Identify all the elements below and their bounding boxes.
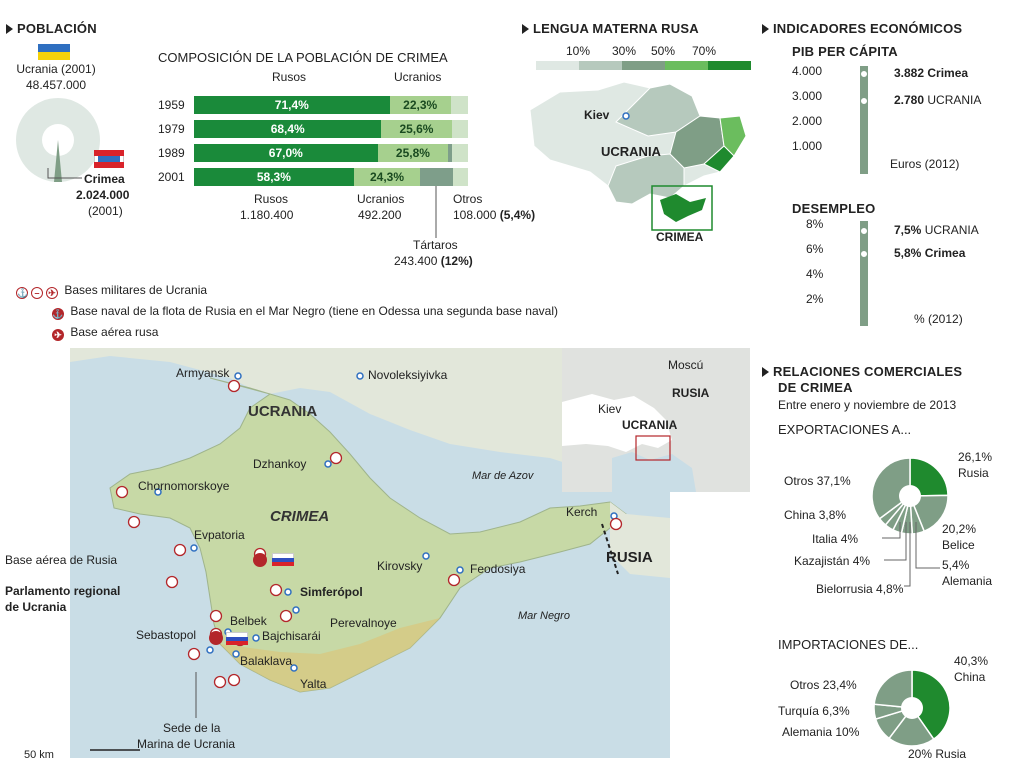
inset-moscu: Moscú — [668, 358, 704, 372]
top-ucranios-label: Ucranios — [394, 70, 442, 84]
lengua-kiev: Kiev — [584, 108, 610, 122]
pib-title: PIB PER CÁPITA — [792, 44, 898, 59]
bar-segment-rusos: 68,4% — [194, 120, 381, 138]
town-marker — [235, 373, 241, 379]
inset-rusia: RUSIA — [672, 386, 710, 400]
map-evpatoria: Evpatoria — [194, 528, 245, 542]
bar-segment-otros — [452, 144, 468, 162]
bar-segment-tartaros — [420, 168, 453, 186]
map-rusia: RUSIA — [606, 549, 653, 566]
bar-year-label: 1959 — [158, 98, 185, 112]
lengua-color-scale — [536, 61, 751, 70]
desempleo-title: DESEMPLEO — [792, 201, 876, 216]
map-kirovsky: Kirovsky — [377, 559, 423, 573]
crimea-population-value: 2.024.000 — [76, 188, 130, 202]
des-ucrania-dot — [860, 227, 868, 235]
bar-row-2001 — [194, 168, 468, 186]
pie-hole — [901, 697, 923, 719]
crimea-flag-icon — [94, 150, 124, 168]
bar-row-1989 — [194, 144, 468, 162]
pib-bar — [860, 66, 868, 174]
town-marker — [285, 589, 291, 595]
ukraine-base-icon — [117, 487, 128, 498]
tartaros-leader-line — [432, 186, 440, 240]
russian-base-icon — [253, 553, 267, 567]
map-chornomorskoye: Chornomorskoye — [138, 479, 230, 493]
relaciones-subtitle: Entre enero y noviembre de 2013 — [778, 398, 957, 412]
des-crimea-dot — [860, 250, 868, 258]
imp-label-china-name: China — [954, 670, 986, 684]
inset-kiev: Kiev — [598, 402, 622, 416]
map-mar-negro: Mar Negro — [518, 610, 570, 622]
russia-flag-icon — [272, 553, 294, 565]
crimea-population-year: (2001) — [88, 204, 123, 218]
ukraine-base-icon — [167, 577, 178, 588]
bar-year-label: 1989 — [158, 146, 185, 160]
exp-label-belice-name: Belice — [942, 538, 975, 552]
lengua-crimea: CRIMEA — [656, 230, 704, 244]
town-marker — [191, 545, 197, 551]
exp-label-alemania-value: 5,4% — [942, 558, 970, 572]
ukraine-base-icon — [229, 675, 240, 686]
exp-leader-lines — [880, 516, 950, 596]
composicion-title: COMPOSICIÓN DE LA POBLACIÓN DE CRIMEA — [158, 50, 448, 65]
scale-70: 70% — [692, 44, 717, 58]
bar-segment-ucranios: 25,6% — [381, 120, 451, 138]
exp-label-alemania-name: Alemania — [942, 574, 993, 588]
bottom-rusos-label: Rusos — [254, 192, 289, 206]
bottom-rusos-value: 1.180.400 — [240, 208, 294, 222]
bar-year-label: 1979 — [158, 122, 185, 136]
relaciones-heading-2: DE CRIMEA — [778, 380, 853, 395]
bar-row-1959 — [194, 96, 468, 114]
bar-segment-rusos: 71,4% — [194, 96, 390, 114]
town-marker — [233, 651, 239, 657]
imp-label-china-value: 40,3% — [954, 654, 989, 668]
ukraine-base-icon — [611, 519, 622, 530]
exp-label-bielorrusia: Bielorrusia 4,8% — [816, 582, 904, 596]
pib-tick-3000: 3.000 — [792, 89, 823, 103]
ukraine-base-icon — [229, 381, 240, 392]
ukraine-base-icon — [129, 517, 140, 528]
exp-label-italia: Italia 4% — [812, 532, 859, 546]
ukraine-base-icon — [215, 677, 226, 688]
town-marker — [293, 607, 299, 613]
bar-segment-rusos: 67,0% — [194, 144, 378, 162]
legend-base-naval: ⚓ Base naval de la flota de Rusia en el Mar Negro (tiene en Odessa una segunda base naval) — [52, 304, 558, 319]
town-marker — [457, 567, 463, 573]
map-balaklava: Balaklava — [240, 654, 293, 668]
importaciones-pie — [872, 668, 952, 748]
bar-segment-rusos: 58,3% — [194, 168, 354, 186]
map-novoleksiyivka: Novoleksiyivka — [368, 368, 448, 382]
des-tick-8: 8% — [806, 217, 824, 231]
ukraine-base-icon — [189, 649, 200, 660]
pib-tick-1000: 1.000 — [792, 139, 823, 153]
bar-segment-ucranios: 22,3% — [390, 96, 451, 114]
inset-ucrania: UCRANIA — [622, 418, 678, 432]
ukraine-base-icon — [175, 545, 186, 556]
map-bajchisarai: Bajchisarái — [262, 629, 321, 643]
map-armyansk: Armyansk — [176, 366, 230, 380]
pib-tick-2000: 2.000 — [792, 114, 823, 128]
sede-leader-line — [192, 672, 200, 720]
scale-10: 10% — [566, 44, 591, 58]
des-crimea-label: 5,8% Crimea — [894, 246, 966, 260]
export-title: EXPORTACIONES A... — [778, 422, 912, 437]
bar-segment-otros — [453, 168, 468, 186]
crimea-leader-line — [44, 168, 84, 182]
bar-year-label: 2001 — [158, 170, 185, 184]
exp-label-rusia-name: Rusia — [958, 466, 989, 480]
bottom-ucranios-value: 492.200 — [358, 208, 402, 222]
lengua-ucrania: UCRANIA — [601, 144, 661, 159]
poblacion-heading: POBLACIÓN — [6, 21, 97, 36]
map-ucrania: UCRANIA — [248, 403, 318, 420]
ukraine-base-icon — [211, 611, 222, 622]
dash-icon: – — [31, 287, 43, 299]
legend-base-aerea: ✈ Base aérea rusa — [52, 325, 158, 341]
relaciones-heading-1: RELACIONES COMERCIALES — [762, 364, 962, 379]
des-tick-4: 4% — [806, 267, 824, 281]
pib-crimea-label: 3.882 Crimea — [894, 66, 969, 80]
legend-bases-ucrania: ⚓ – ✈ Bases militares de Ucrania — [17, 283, 208, 298]
indicadores-heading: INDICADORES ECONÓMICOS — [762, 21, 962, 36]
map-mar-azov: Mar de Azov — [472, 470, 534, 482]
russia-flag-icon — [226, 632, 248, 644]
des-tick-2: 2% — [806, 292, 824, 306]
town-marker — [357, 373, 363, 379]
pib-ucrania-label: 2.780 UCRANIA — [894, 93, 982, 107]
anchor-icon: ⚓ — [17, 288, 29, 298]
ukraine-base-icon — [281, 611, 292, 622]
bottom-ucranios-label: Ucranios — [357, 192, 405, 206]
imp-label-alemania: Alemania 10% — [782, 725, 860, 739]
map-dzhankoy: Dzhankoy — [253, 457, 307, 471]
russian-base-icon — [209, 631, 223, 645]
ukraine-base-icon — [331, 453, 342, 464]
plane-icon: ✈ — [52, 329, 64, 341]
map-parlamento-2: de Ucrania — [5, 600, 67, 614]
town-marker — [423, 553, 429, 559]
des-tick-6: 6% — [806, 242, 824, 256]
exp-label-rusia-value: 26,1% — [958, 450, 993, 464]
desempleo-bar — [860, 221, 868, 326]
top-rusos-label: Rusos — [272, 70, 307, 84]
ucrania-population-label: Ucrania (2001) — [16, 62, 96, 76]
ucrania-population-value: 48.457.000 — [25, 78, 87, 92]
exp-label-kazajistan: Kazajistán 4% — [794, 554, 871, 568]
ukraine-flag-icon — [38, 44, 70, 60]
map-sede-2: Marina de Ucrania — [137, 737, 236, 751]
des-ucrania-label: 7,5% UCRANIA — [894, 223, 979, 237]
imp-label-otros: Otros 23,4% — [790, 678, 857, 692]
map-kerch: Kerch — [566, 505, 598, 519]
tartaros-label: Tártaros — [413, 238, 458, 252]
town-marker — [207, 647, 213, 653]
town-marker — [253, 635, 259, 641]
exp-label-belice-value: 20,2% — [942, 522, 977, 536]
map-belbek: Belbek — [230, 614, 267, 628]
imp-label-turquia: Turquía 6,3% — [778, 704, 850, 718]
pib-unit: Euros (2012) — [890, 157, 960, 171]
bar-segment-ucranios: 24,3% — [354, 168, 421, 186]
ukraine-base-icon — [449, 575, 460, 586]
import-title: IMPORTACIONES DE... — [778, 637, 919, 652]
town-marker — [325, 461, 331, 467]
pib-ucrania-dot — [860, 97, 868, 105]
lengua-heading: LENGUA MATERNA RUSA — [522, 21, 699, 36]
exp-label-otros: Otros 37,1% — [784, 474, 851, 488]
pib-tick-4000: 4.000 — [792, 64, 823, 78]
map-parlamento-1: Parlamento regional — [5, 584, 121, 598]
bar-segment-otros — [451, 96, 468, 114]
imp-label-rusia: 20% Rusia — [908, 747, 967, 761]
map-feodosiya: Feodosiya — [470, 562, 526, 576]
map-simferopol: Simferópol — [300, 585, 363, 599]
bar-segment-otros — [452, 120, 468, 138]
scale-50: 50% — [651, 44, 676, 58]
bottom-otros-value: 108.000 (5,4%) — [453, 208, 536, 222]
map-sede-1: Sede de la — [163, 721, 221, 735]
pie-hole — [899, 485, 921, 507]
pib-crimea-dot — [860, 70, 868, 78]
exp-label-china: China 3,8% — [784, 508, 847, 522]
bar-segment-ucranios: 25,8% — [378, 144, 449, 162]
ukraine-language-map — [520, 76, 752, 248]
map-yalta: Yalta — [300, 677, 327, 691]
des-unit: % (2012) — [914, 312, 963, 326]
tartaros-value: 243.400 (12%) — [394, 254, 473, 268]
bar-row-1979 — [194, 120, 468, 138]
map-perevalnoye: Perevalnoye — [330, 616, 397, 630]
scale-30: 30% — [612, 44, 637, 58]
map-scale: 50 km — [24, 749, 54, 761]
anchor-icon: ⚓ — [52, 309, 64, 319]
crimea-population-label: Crimea — [84, 172, 125, 186]
map-base-aerea-rusia: Base aérea de Rusia — [5, 553, 118, 567]
map-crimea: CRIMEA — [270, 508, 330, 525]
plane-icon: ✈ — [46, 287, 58, 299]
bottom-otros-label: Otros — [453, 192, 483, 206]
ukraine-base-icon — [271, 585, 282, 596]
map-sebastopol: Sebastopol — [136, 628, 197, 642]
